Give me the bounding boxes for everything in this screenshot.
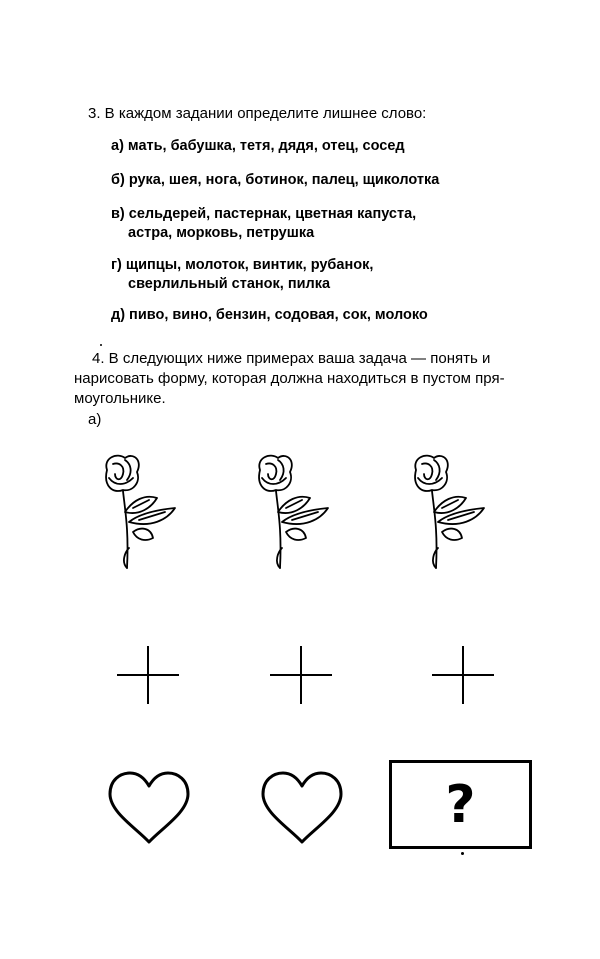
rose-icon xyxy=(404,450,504,580)
cross-icon xyxy=(268,644,334,706)
task4-text xyxy=(74,349,508,409)
print-speck xyxy=(100,344,102,346)
rose-icon xyxy=(248,450,348,580)
task3-item-d-line1: г) щипцы, молоток, винтик, рубанок, xyxy=(111,257,374,273)
heart-icon xyxy=(106,770,192,846)
task4-line3: моугольнике. xyxy=(74,390,166,407)
task3-item-c-line2: астра, морковь, петрушка xyxy=(128,225,315,241)
task3-title: 3. В каждом задании определите лишнее слово: xyxy=(88,105,427,122)
cross-icon xyxy=(115,644,181,706)
task3-item-c-line1: в) сельдерей, пастернак, цветная капуста, xyxy=(111,206,417,222)
task4-line2: нарисовать форму, которая должна находиться в пустом пря- xyxy=(74,370,505,387)
task4-label-a: а) xyxy=(88,411,102,428)
task3-item-e: д) пиво, вино, бензин, содовая, сок, молоко xyxy=(111,307,428,323)
print-speck xyxy=(461,852,464,855)
question-box xyxy=(389,760,532,849)
rose-icon xyxy=(95,450,195,580)
task3-item-d xyxy=(111,256,373,294)
task3-item-a: а) мать, бабушка, тетя, дядя, отец, сосед xyxy=(111,138,405,154)
heart-icon xyxy=(259,770,345,846)
task3-item-d-line2: сверлильный станок, пилка xyxy=(128,276,331,292)
task3-item-b: б) рука, шея, нога, ботинок, палец, щиколотка xyxy=(111,172,440,188)
task3-item-c xyxy=(111,205,416,243)
question-mark: ? xyxy=(445,774,476,835)
task4-line1: 4. В следующих ниже примерах ваша задача — понять и xyxy=(92,350,491,367)
cross-icon xyxy=(430,644,496,706)
